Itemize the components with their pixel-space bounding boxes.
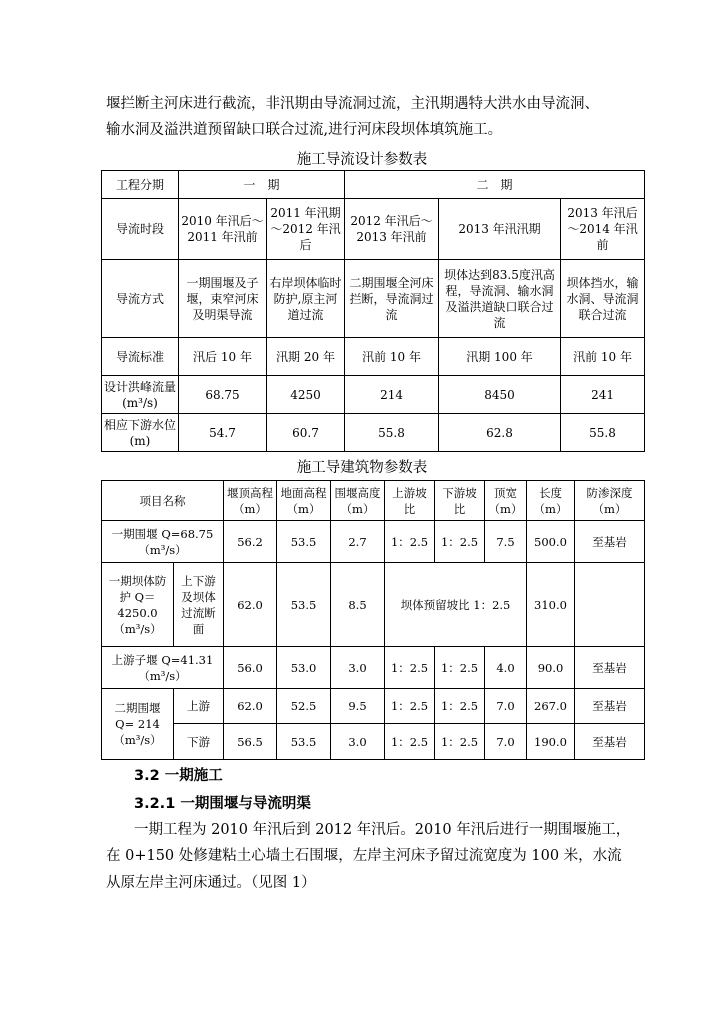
cell: 坝体挡水，输水洞、导流洞联合过流 <box>561 260 645 338</box>
cell: 至基岩 <box>575 724 645 760</box>
table1-caption: 施工导流设计参数表 <box>296 152 428 168</box>
cell: 267.0 <box>527 689 575 724</box>
cell: 214 <box>345 376 439 414</box>
cell: 2013 年汛后～2014 年汛前 <box>561 199 645 260</box>
table-row <box>102 647 645 689</box>
header-cell: 长度（m） <box>527 481 575 521</box>
cell: 56.0 <box>224 647 277 689</box>
cell-empty <box>575 563 645 647</box>
body-line-2: 在 0+150 处修建粘土心墙土石围堰，左岸主河床予留过流宽度为 100 米，水流 <box>106 848 622 864</box>
header-cell: 下游坡比 <box>435 481 485 521</box>
cell: 1：2.5 <box>435 689 485 724</box>
row-sublabel: 上游 <box>174 689 224 724</box>
cell: 56.5 <box>224 724 277 760</box>
header-cell: 堰顶高程（m） <box>224 481 277 521</box>
cell: 1：2.5 <box>435 647 485 689</box>
header-cell: 防渗深度（m） <box>575 481 645 521</box>
cell: 1：2.5 <box>435 521 485 563</box>
table-row <box>102 521 645 563</box>
cell: 53.5 <box>277 521 331 563</box>
cell: 4.0 <box>485 647 527 689</box>
table-row <box>102 689 645 724</box>
cell: 3.0 <box>331 724 385 760</box>
cell: 汛后 10 年 <box>179 338 267 376</box>
intro-line-2: 输水洞及溢洪道预留缺口联合过流,进行河床段坝体填筑施工。 <box>106 122 503 138</box>
body-line-1: 一期工程为 2010 年汛后到 2012 年汛后。2010 年汛后进行一期围堰施工， <box>134 822 631 838</box>
cell: 310.0 <box>527 563 575 647</box>
cell: 241 <box>561 376 645 414</box>
cell: 2010 年汛后～2011 年汛前 <box>179 199 267 260</box>
cell: 500.0 <box>527 521 575 563</box>
cell: 9.5 <box>331 689 385 724</box>
cell: 190.0 <box>527 724 575 760</box>
cell: 7.5 <box>485 521 527 563</box>
phase-1: 一 期 <box>179 171 345 199</box>
table-row <box>102 724 645 760</box>
cell: 1：2.5 <box>385 689 435 724</box>
table-row <box>102 414 645 452</box>
section-heading: 3.2 一期施工 <box>134 768 223 784</box>
cell: 1：2.5 <box>385 647 435 689</box>
cell: 56.2 <box>224 521 277 563</box>
row-label: 导流标准 <box>102 338 179 376</box>
cell: 1：2.5 <box>385 724 435 760</box>
cell: 53.0 <box>277 647 331 689</box>
cell: 90.0 <box>527 647 575 689</box>
cell: 62.0 <box>224 689 277 724</box>
table-row <box>102 338 645 376</box>
row-sublabel: 下游 <box>174 724 224 760</box>
cell: 至基岩 <box>575 521 645 563</box>
cell: 一期围堰及子堰，束窄河床及明渠导流 <box>179 260 267 338</box>
cell: 53.5 <box>277 563 331 647</box>
cell: 汛期 100 年 <box>439 338 561 376</box>
phase-col-label: 工程分期 <box>102 171 179 199</box>
cell: 62.0 <box>224 563 277 647</box>
cell: 1：2.5 <box>385 521 435 563</box>
cell: 右岸坝体临时防护,原主河道过流 <box>267 260 345 338</box>
structure-param-table <box>101 480 645 760</box>
table-row <box>102 199 645 260</box>
header-cell: 顶宽（m） <box>485 481 527 521</box>
row-label: 导流时段 <box>102 199 179 260</box>
cell: 2.7 <box>331 521 385 563</box>
cell: 7.0 <box>485 689 527 724</box>
header-cell: 项目名称 <box>102 481 224 521</box>
table2-caption: 施工导建筑物参数表 <box>296 460 428 476</box>
table-row <box>102 260 645 338</box>
table-row <box>102 563 645 647</box>
cell: 8450 <box>439 376 561 414</box>
row-label: 设计洪峰流量(m³/s) <box>102 376 179 414</box>
row-label: 导流方式 <box>102 260 179 338</box>
cell: 汛前 10 年 <box>561 338 645 376</box>
cell: 1：2.5 <box>435 724 485 760</box>
cell: 坝体达到83.5度汛高程，导流洞、输水洞及溢洪道缺口联合过流 <box>439 260 561 338</box>
row-label: 二期围堰 Q= 214（m³/s） <box>102 689 174 760</box>
cell: 二期围堰全河床拦断，导流洞过流 <box>345 260 439 338</box>
table-row <box>102 376 645 414</box>
cell: 62.8 <box>439 414 561 452</box>
subsection-heading: 3.2.1 一期围堰与导流明渠 <box>134 796 311 812</box>
row-label: 一期围堰 Q=68.75（m³/s） <box>102 521 224 563</box>
cell: 68.75 <box>179 376 267 414</box>
cell: 2012 年汛后～2013 年汛前 <box>345 199 439 260</box>
cell: 2011 年汛期～2012 年汛后 <box>267 199 345 260</box>
cell: 60.7 <box>267 414 345 452</box>
header-cell: 围堰高度（m） <box>331 481 385 521</box>
row-sublabel: 上下游及坝体过流断面 <box>174 563 224 647</box>
cell: 坝体预留坡比 1：2.5 <box>385 563 527 647</box>
cell: 53.5 <box>277 724 331 760</box>
cell: 汛期 20 年 <box>267 338 345 376</box>
cell: 3.0 <box>331 647 385 689</box>
cell: 8.5 <box>331 563 385 647</box>
row-label: 相应下游水位(m) <box>102 414 179 452</box>
cell: 55.8 <box>561 414 645 452</box>
phase-2: 二 期 <box>345 171 645 199</box>
header-cell: 上游坡比 <box>385 481 435 521</box>
cell: 7.0 <box>485 724 527 760</box>
body-line-3: 从原左岸主河床通过。（见图 1） <box>106 875 316 891</box>
intro-line-1: 堰拦断主河床进行截流，非汛期由导流洞过流，主汛期遇特大洪水由导流洞、 <box>106 96 599 112</box>
cell: 54.7 <box>179 414 267 452</box>
cell: 至基岩 <box>575 689 645 724</box>
cell: 55.8 <box>345 414 439 452</box>
header-cell: 地面高程（m） <box>277 481 331 521</box>
row-label: 一期坝体防护 Q＝4250.0（m³/s） <box>102 563 174 647</box>
cell: 至基岩 <box>575 647 645 689</box>
cell: 2013 年汛汛期 <box>439 199 561 260</box>
cell: 52.5 <box>277 689 331 724</box>
diversion-design-table <box>101 170 645 452</box>
row-label: 上游子堰 Q=41.31（m³/s） <box>102 647 224 689</box>
cell: 汛前 10 年 <box>345 338 439 376</box>
cell: 4250 <box>267 376 345 414</box>
